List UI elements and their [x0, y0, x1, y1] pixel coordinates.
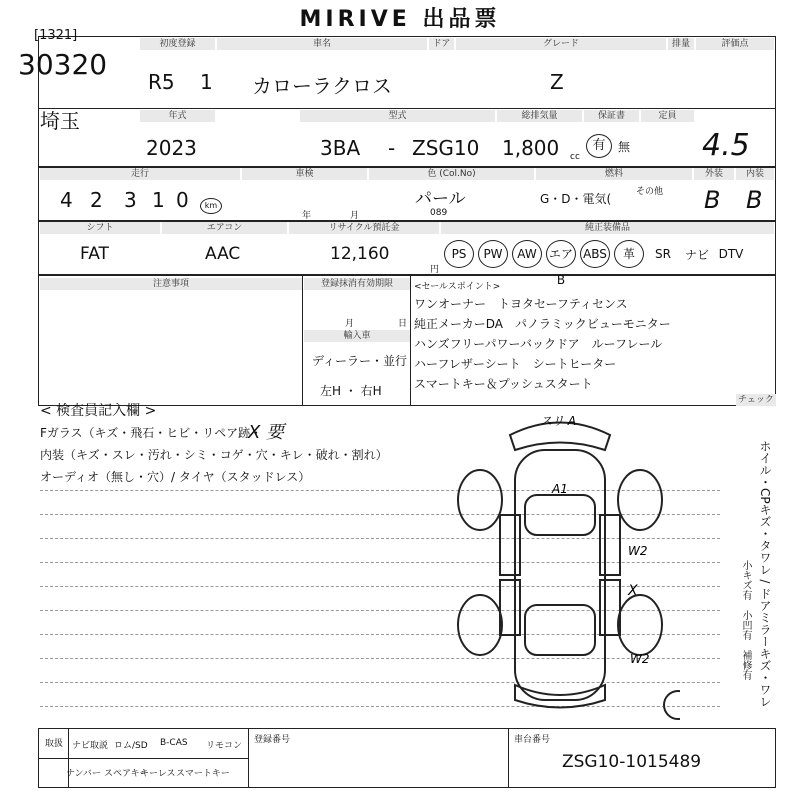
mileage-digit: 3: [124, 188, 137, 212]
mark-x: X: [628, 583, 638, 599]
inspector-heading: < 検査員記入欄 >: [40, 403, 157, 419]
mark-right-door: W2: [628, 544, 648, 558]
reg-month: 1: [200, 70, 213, 94]
mark-right-rear: W2: [630, 652, 650, 666]
warranty-label: 保証書: [584, 110, 639, 122]
sales-point: スマートキー＆プッシュスタート: [414, 377, 593, 391]
reg-era: R5: [148, 70, 175, 94]
bottom-item: スペアキー: [104, 769, 149, 779]
inspector-line-1-hand: X 要: [248, 422, 285, 443]
color-name: パール: [415, 189, 466, 209]
rating-value: 4.5: [702, 128, 750, 163]
warranty-yes: 有: [586, 134, 612, 158]
equipment-item: 革: [614, 240, 644, 268]
sales-point: ハーフレザーシート シートヒーター: [414, 357, 617, 371]
model-code: ZSG10: [412, 136, 480, 160]
check-label: チェック: [736, 394, 776, 406]
model-type-label: 型式: [300, 110, 495, 122]
prefecture: 埼玉: [40, 109, 80, 133]
sales-points: [414, 294, 671, 394]
bottom-item: キーレス: [140, 769, 176, 779]
side-note-2: 小キズ有 小凹有 補修有: [740, 560, 751, 680]
equipment-item: AW: [512, 240, 542, 268]
equipment-item: DTV: [718, 247, 744, 261]
lot-number: 30320: [18, 48, 108, 81]
exterior-label: 外装: [694, 168, 734, 180]
exterior-grade: B: [704, 186, 721, 214]
equipment-list: [444, 240, 774, 287]
mark-spoiler: スリ A: [540, 414, 577, 428]
inspector-line-3: オーディオ（無し・穴）/ タイヤ（スタッドレス）: [40, 470, 311, 484]
left-right-hand: 左H ・ 右H: [320, 384, 382, 398]
lot-code: [1321]: [34, 28, 78, 43]
mileage-label: 走行: [40, 168, 240, 180]
aircon-label: エアコン: [162, 222, 287, 234]
year-unit: 年: [302, 211, 312, 221]
import-label: 輸入車: [304, 330, 410, 342]
fuel-label: 燃料: [536, 168, 692, 180]
interior-grade: B: [746, 186, 763, 214]
inspector-line-2: 内装（キズ・スレ・汚れ・シミ・コゲ・穴・キレ・破れ・割れ）: [40, 448, 388, 462]
equipment-item: ABS: [580, 240, 610, 268]
equipment-item: ナビ: [684, 247, 709, 262]
sales-points-label: <セールスポイント>: [414, 282, 501, 292]
bottom-item: ナビ取説: [72, 741, 109, 751]
mileage-digit: 1: [152, 188, 165, 212]
chassis-label: 車台番号: [514, 735, 551, 745]
cc-unit: cc: [570, 152, 580, 162]
model-year: 2023: [146, 136, 197, 160]
sales-point: ハンズフリーパワーバックドア ルーフレール: [414, 337, 663, 351]
inspector-line-1: Fガラス（キズ・飛石・ヒビ・リペア跡・: [40, 426, 263, 440]
side-note: ホイル・CPキズ・タワレ / ドアミラーキズ・ワレ: [758, 440, 772, 708]
recycle-fee: 12,160: [330, 244, 390, 264]
interior-label: 内装: [736, 168, 774, 180]
shift-value: FAT: [80, 244, 109, 264]
shift-label: シフト: [40, 222, 160, 234]
warranty-no: 無: [618, 140, 631, 154]
equipment-label: 純正装備品: [441, 222, 774, 234]
color-code: 089: [430, 208, 448, 218]
bottom-item: スマートキー: [176, 769, 230, 779]
color-label: 色 (Col.No): [369, 168, 534, 180]
inspection-label: 車検: [242, 168, 367, 180]
door-label: ドア: [429, 38, 454, 50]
sales-point: ワンオーナー トヨタセーフティセンス: [414, 297, 628, 311]
grade-label: グレード: [456, 38, 666, 50]
model-prefix: 3BA: [320, 136, 361, 160]
first-reg-label: 初度登録: [140, 38, 215, 50]
equipment-item: PW: [478, 240, 508, 268]
mileage-digit: 4: [60, 188, 73, 212]
bottom-item: B-CAS: [160, 738, 188, 748]
expire-month-unit: 月: [345, 319, 355, 329]
displacement-label: 排量: [668, 38, 694, 50]
bottom-item: 取扱: [44, 739, 63, 749]
notes-label: 注意事項: [40, 278, 302, 290]
rating-label: 評価点: [696, 38, 774, 50]
recycle-unit: 円: [430, 265, 440, 275]
reg-number-label: 登録番号: [254, 735, 291, 745]
car-diagram: [440, 405, 680, 725]
mark-roof: A1: [552, 482, 568, 496]
equipment-item: エアB: [546, 240, 576, 268]
sales-point: 純正メーカーDA パノラミックビューモニター: [414, 317, 671, 331]
recycle-label: リサイクル預託金: [289, 222, 439, 234]
bottom-item: ロム/SD: [114, 741, 148, 751]
model-year-label: 年式: [140, 110, 215, 122]
seats-label: 定員: [641, 110, 694, 122]
fuel-options: G・D・電気(: [540, 192, 612, 206]
chassis-number: ZSG10-1015489: [562, 752, 702, 772]
car-name-label: 車名: [217, 38, 427, 50]
expire-day-unit: 日: [398, 319, 408, 329]
car-name: カローラクロス: [252, 74, 392, 98]
form-title: MIRIVE 出品票: [299, 7, 501, 32]
cc-label: 総排気量: [497, 110, 582, 122]
reg-expire-label: 登録抹消有効期限: [304, 278, 410, 290]
equipment-item: PS: [444, 240, 474, 268]
mileage-digit: 2: [90, 188, 103, 212]
displacement-value: 1,800: [502, 136, 560, 160]
grade: Z: [550, 70, 564, 94]
equipment-item: SR: [655, 247, 671, 261]
bottom-item: ナンバー: [66, 769, 101, 779]
dealer-parallel: ディーラー・並行: [312, 354, 408, 368]
mileage-digit: 0: [176, 188, 189, 212]
fuel-other: その他: [636, 187, 664, 197]
month-unit: 月: [350, 211, 360, 221]
aircon-value: AAC: [205, 244, 241, 264]
bottom-item: リモコン: [206, 741, 243, 751]
mileage-unit: km: [200, 198, 222, 214]
